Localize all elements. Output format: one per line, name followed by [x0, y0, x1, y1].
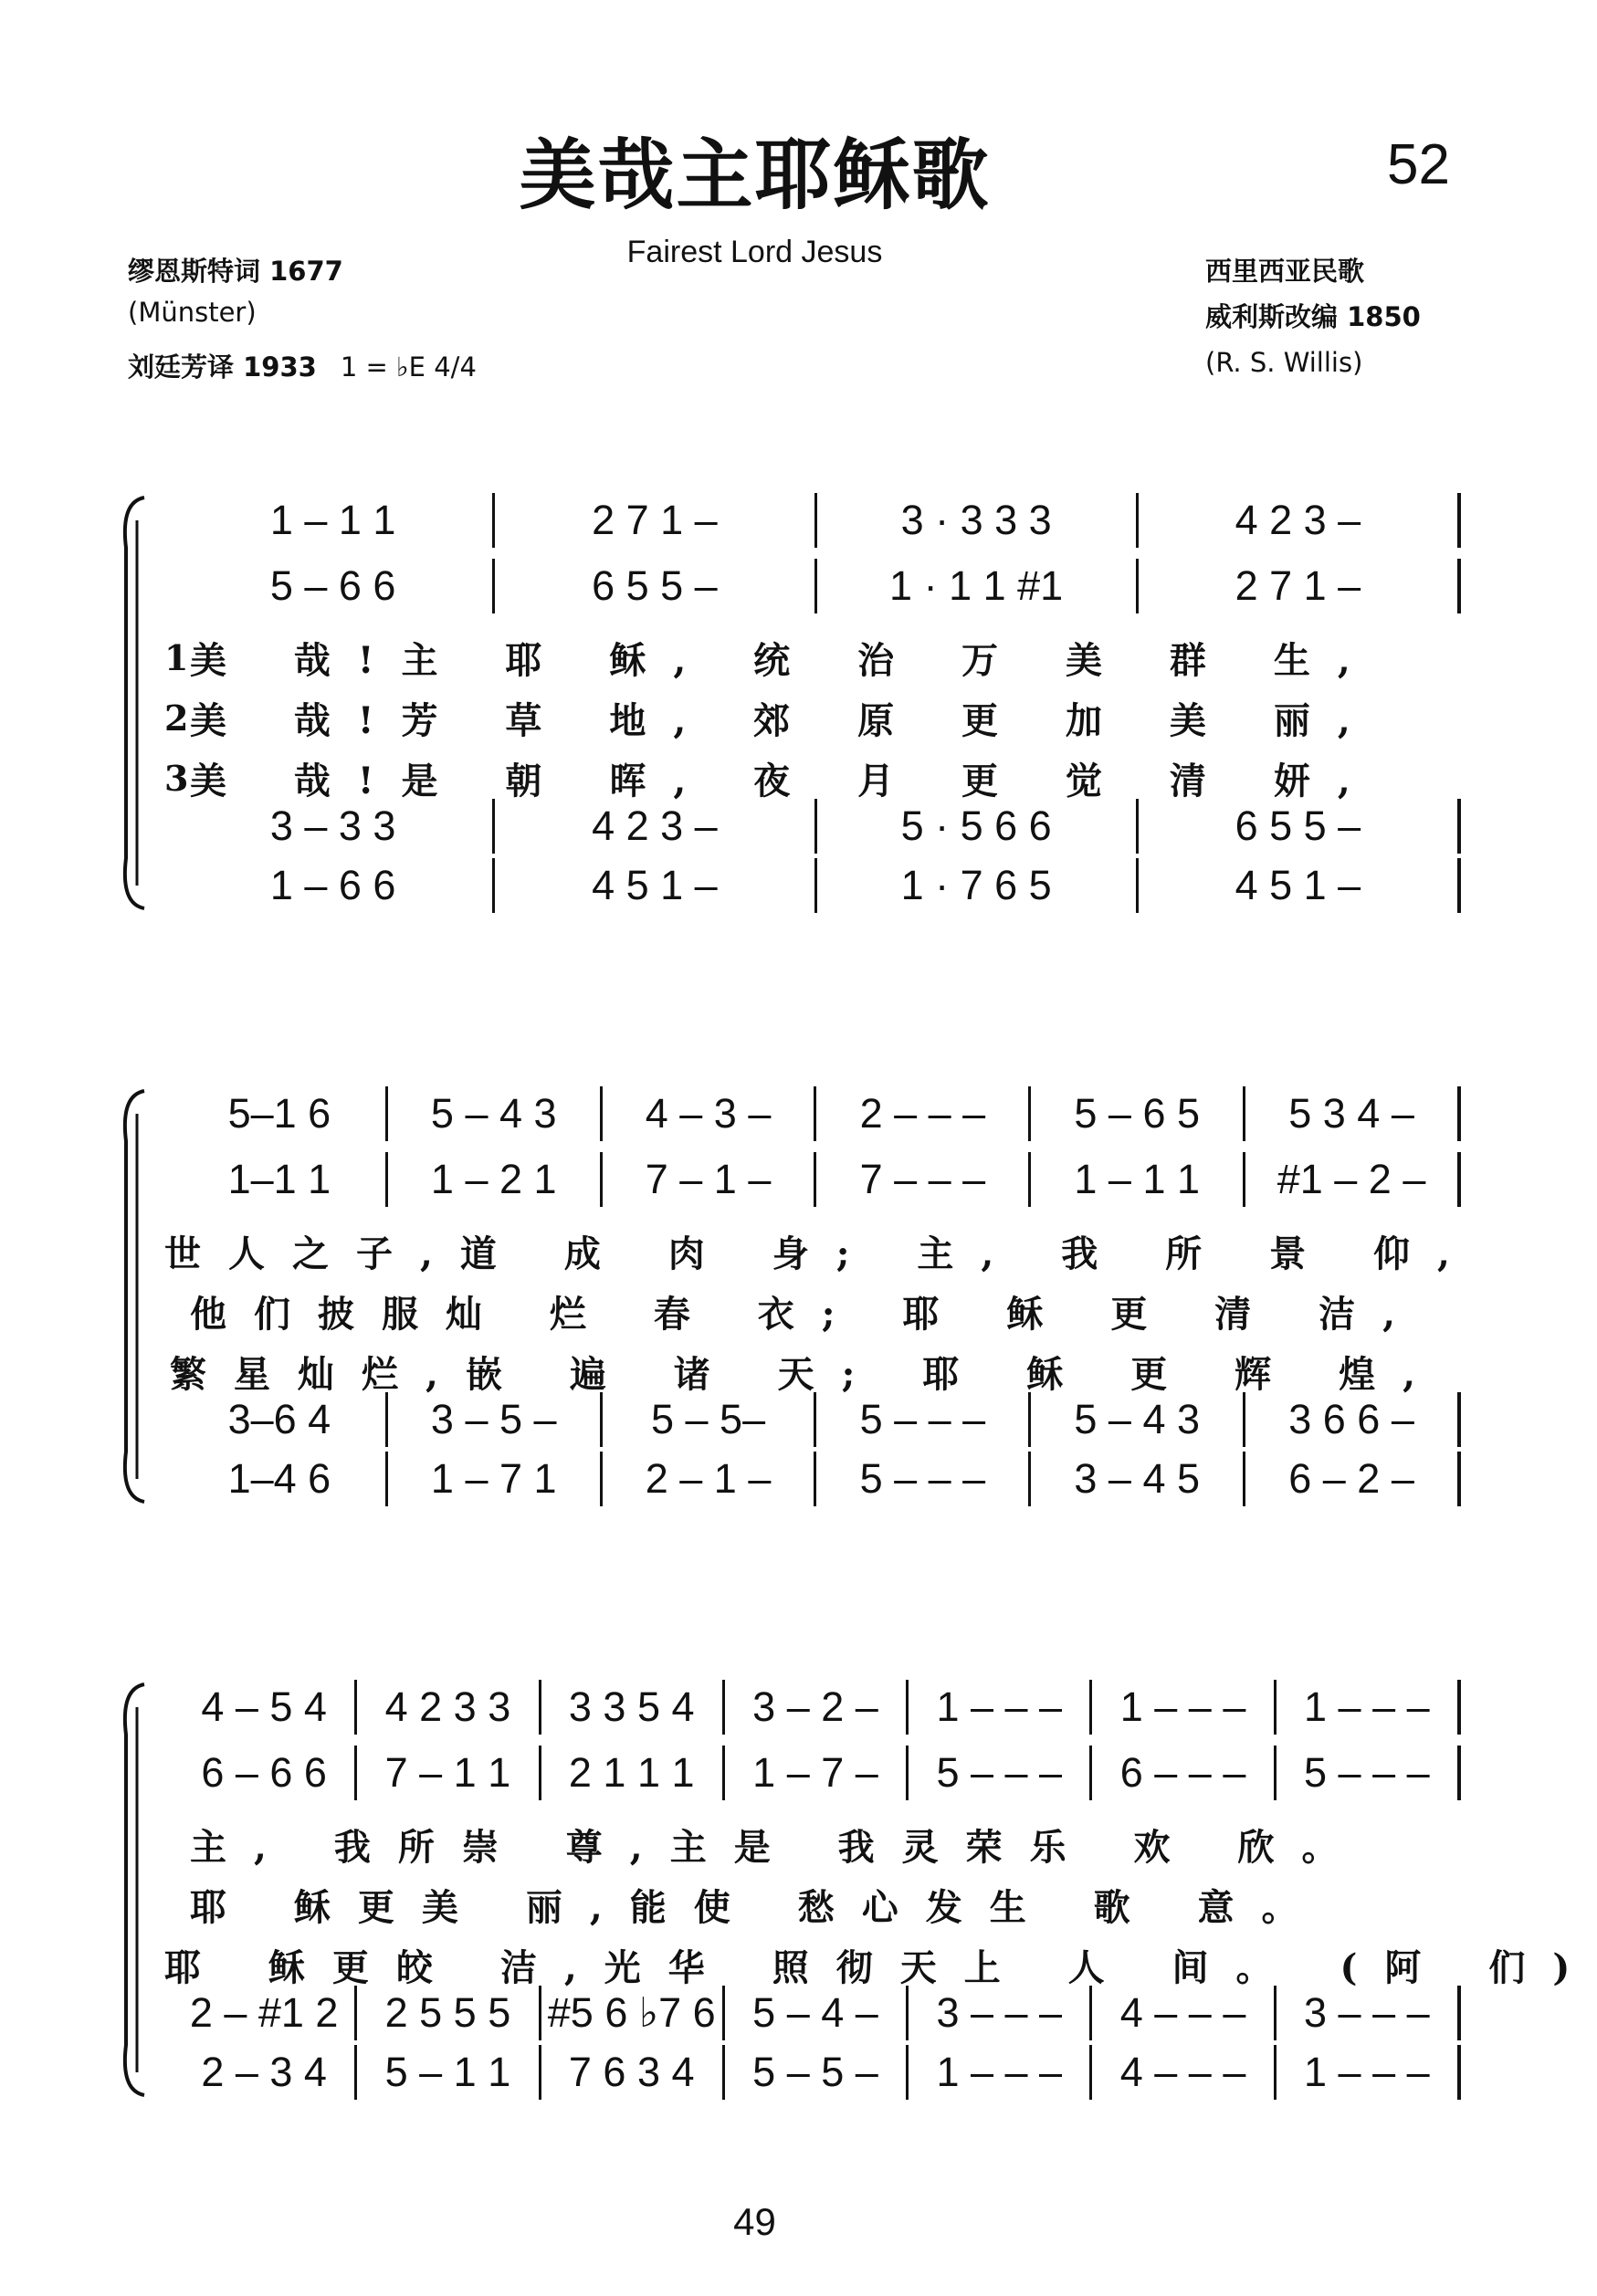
measure: 3 – 4 5 — [1031, 1452, 1245, 1506]
measure: 1–1 1 — [173, 1152, 388, 1207]
measure: 2 – #1 2 — [173, 1986, 357, 2040]
measure: 4 – – – — [1092, 2045, 1276, 2100]
tenor-line — [173, 1986, 1461, 2040]
measure: 2 7 1 – — [1139, 559, 1461, 613]
verse-text: 世人之子,道 成 肉 身; 主, 我 所 景 仰, — [164, 1232, 1477, 1275]
measure: 1 – – – — [909, 2045, 1092, 2100]
music-system-2 — [128, 1086, 1477, 1506]
arranger: 威利斯改编 1850 — [1205, 301, 1421, 332]
alto-line — [173, 1152, 1461, 1207]
verse-text: 美 哉!主 耶 稣, 统 治 万 美 群 生, — [190, 638, 1378, 682]
measure: 2 – 3 4 — [173, 2045, 357, 2100]
translator: 刘廷芳译 1933 1 = ♭E 4/4 — [128, 351, 477, 383]
system-brace-icon — [117, 1086, 148, 1506]
arranger-name: (R. S. Willis) — [1205, 347, 1363, 378]
system-brace-icon — [117, 493, 148, 913]
measure: 4 2 3 – — [1139, 493, 1461, 548]
measure: 1 – 1 1 — [1031, 1152, 1245, 1207]
measure: 3 – – – — [909, 1986, 1092, 2040]
measure: 3 – – – — [1277, 1986, 1461, 2040]
measure: 5 – 4 3 — [388, 1086, 603, 1141]
verse-line — [164, 688, 1443, 747]
measure: 5–1 6 — [173, 1086, 388, 1141]
measure: 4 5 1 – — [495, 858, 816, 913]
page-number: 49 — [733, 2200, 776, 2243]
music-system-1 — [128, 493, 1461, 913]
measure: 1 – – – — [1277, 1680, 1461, 1735]
measure: 5 – – – — [816, 1452, 1031, 1506]
verse-text: 他们披服灿 烂 春 衣; 耶 稣 更 清 洁, — [190, 1292, 1424, 1336]
verse-text: 耶 稣更美 丽,能使 愁心发生 歌 意。 — [190, 1885, 1326, 1929]
measure: 5 – 1 1 — [357, 2045, 541, 2100]
verse-line — [164, 1221, 1477, 1280]
soprano-line — [173, 1086, 1461, 1141]
verse-text: 繁星灿烂,嵌 遍 诸 天; 耶 稣 更 辉 煌, — [169, 1352, 1443, 1396]
measure: 7 – 1 1 — [357, 1746, 541, 1800]
measure: 3–6 4 — [173, 1392, 388, 1447]
measure: 5 – 4 – — [725, 1986, 909, 2040]
measure: #1 – 2 – — [1245, 1152, 1461, 1207]
measure: 4 2 3 – — [495, 799, 816, 854]
hymn-title: 美哉主耶稣歌 — [519, 130, 991, 220]
measure: 5 · 5 6 6 — [817, 799, 1139, 854]
measure: 1 – 2 1 — [388, 1152, 603, 1207]
music-system-3 — [128, 1680, 1597, 2100]
measure: 6 – – – — [1092, 1746, 1276, 1800]
measure: 5 – 5– — [603, 1392, 817, 1447]
measure: #5 6 ♭7 6 — [541, 1986, 725, 2040]
verse-line — [164, 628, 1443, 687]
measure: 1 – – – — [909, 1680, 1092, 1735]
measure: 3 3 5 4 — [541, 1680, 725, 1735]
measure: 2 7 1 – — [495, 493, 816, 548]
bass-line — [173, 2045, 1461, 2100]
measure: 5 – 6 5 — [1031, 1086, 1245, 1141]
bass-line — [173, 1452, 1461, 1506]
measure: 1 – – – — [1277, 2045, 1461, 2100]
measure: 4 – 3 – — [603, 1086, 817, 1141]
verse-text: 美 哉!是 朝 晖, 夜 月 更 觉 清 妍, — [190, 759, 1378, 802]
lyricist: 缪恩斯特词 1677 — [128, 256, 343, 287]
measure: 4 5 1 – — [1139, 858, 1461, 913]
measure: 5 3 4 – — [1245, 1086, 1461, 1141]
measure: 1 · 1 1 #1 — [817, 559, 1139, 613]
measure: 5 – – – — [909, 1746, 1092, 1800]
soprano-line — [173, 1680, 1461, 1735]
lyricist-name: (Münster) — [128, 297, 257, 328]
measure: 4 – – – — [1092, 1986, 1276, 2040]
tune-source: 西里西亚民歌 — [1205, 256, 1365, 287]
verse-number: 2 — [164, 697, 189, 739]
measure: 1 – 6 6 — [173, 858, 495, 913]
alto-line — [173, 1746, 1461, 1800]
measure: 3 · 3 3 3 — [817, 493, 1139, 548]
measure: 4 2 3 3 — [357, 1680, 541, 1735]
tenor-line — [173, 799, 1461, 854]
measure: 1 – 7 1 — [388, 1452, 603, 1506]
verse-line — [164, 1875, 1443, 1934]
measure: 5 – 6 6 — [173, 559, 495, 613]
soprano-line — [173, 493, 1461, 548]
verse-line — [164, 1282, 1443, 1340]
alto-line — [173, 559, 1461, 613]
measure: 5 – 4 3 — [1031, 1392, 1245, 1447]
measure: 6 – 6 6 — [173, 1746, 357, 1800]
verse-text: 美 哉!芳 草 地, 郊 原 更 加 美 丽, — [190, 698, 1378, 742]
measure: 1 – – – — [1092, 1680, 1276, 1735]
measure: 1 · 7 6 5 — [817, 858, 1139, 913]
measure: 1 – 1 1 — [173, 493, 495, 548]
measure: 6 5 5 – — [495, 559, 816, 613]
measure: 4 – 5 4 — [173, 1680, 357, 1735]
measure: 7 – 1 – — [603, 1152, 817, 1207]
measure: 7 6 3 4 — [541, 2045, 725, 2100]
verse-text: 主, 我所崇 尊,主是 我灵荣乐 欢 欣。 — [190, 1825, 1366, 1869]
bass-line — [173, 858, 1461, 913]
hymn-number: 52 — [1387, 133, 1450, 196]
system-brace-icon — [117, 1680, 148, 2100]
verse-text: 耶 稣更皎 洁,光华 照彻天上 人 间。 (阿 们) — [164, 1945, 1597, 1989]
verse-line — [164, 1815, 1443, 1873]
measure: 7 – – – — [816, 1152, 1031, 1207]
key-signature: 1 = ♭E 4/4 — [340, 351, 477, 383]
measure: 5 – – – — [1277, 1746, 1461, 1800]
measure: 3 – 5 – — [388, 1392, 603, 1447]
measure: 6 5 5 – — [1139, 799, 1461, 854]
measure: 3 – 3 3 — [173, 799, 495, 854]
measure: 3 – 2 – — [725, 1680, 909, 1735]
measure: 2 – 1 – — [603, 1452, 817, 1506]
measure: 2 – – – — [816, 1086, 1031, 1141]
measure: 6 – 2 – — [1245, 1452, 1461, 1506]
measure: 2 1 1 1 — [541, 1746, 725, 1800]
tenor-line — [173, 1392, 1461, 1447]
measure: 5 – 5 – — [725, 2045, 909, 2100]
measure: 5 – – – — [816, 1392, 1031, 1447]
verse-number: 1 — [164, 636, 189, 678]
measure: 2 5 5 5 — [357, 1986, 541, 2040]
measure: 1–4 6 — [173, 1452, 388, 1506]
english-title: Fairest Lord Jesus — [626, 235, 883, 269]
verse-number: 3 — [164, 757, 189, 799]
measure: 1 – 7 – — [725, 1746, 909, 1800]
measure: 3 6 6 – — [1245, 1392, 1461, 1447]
